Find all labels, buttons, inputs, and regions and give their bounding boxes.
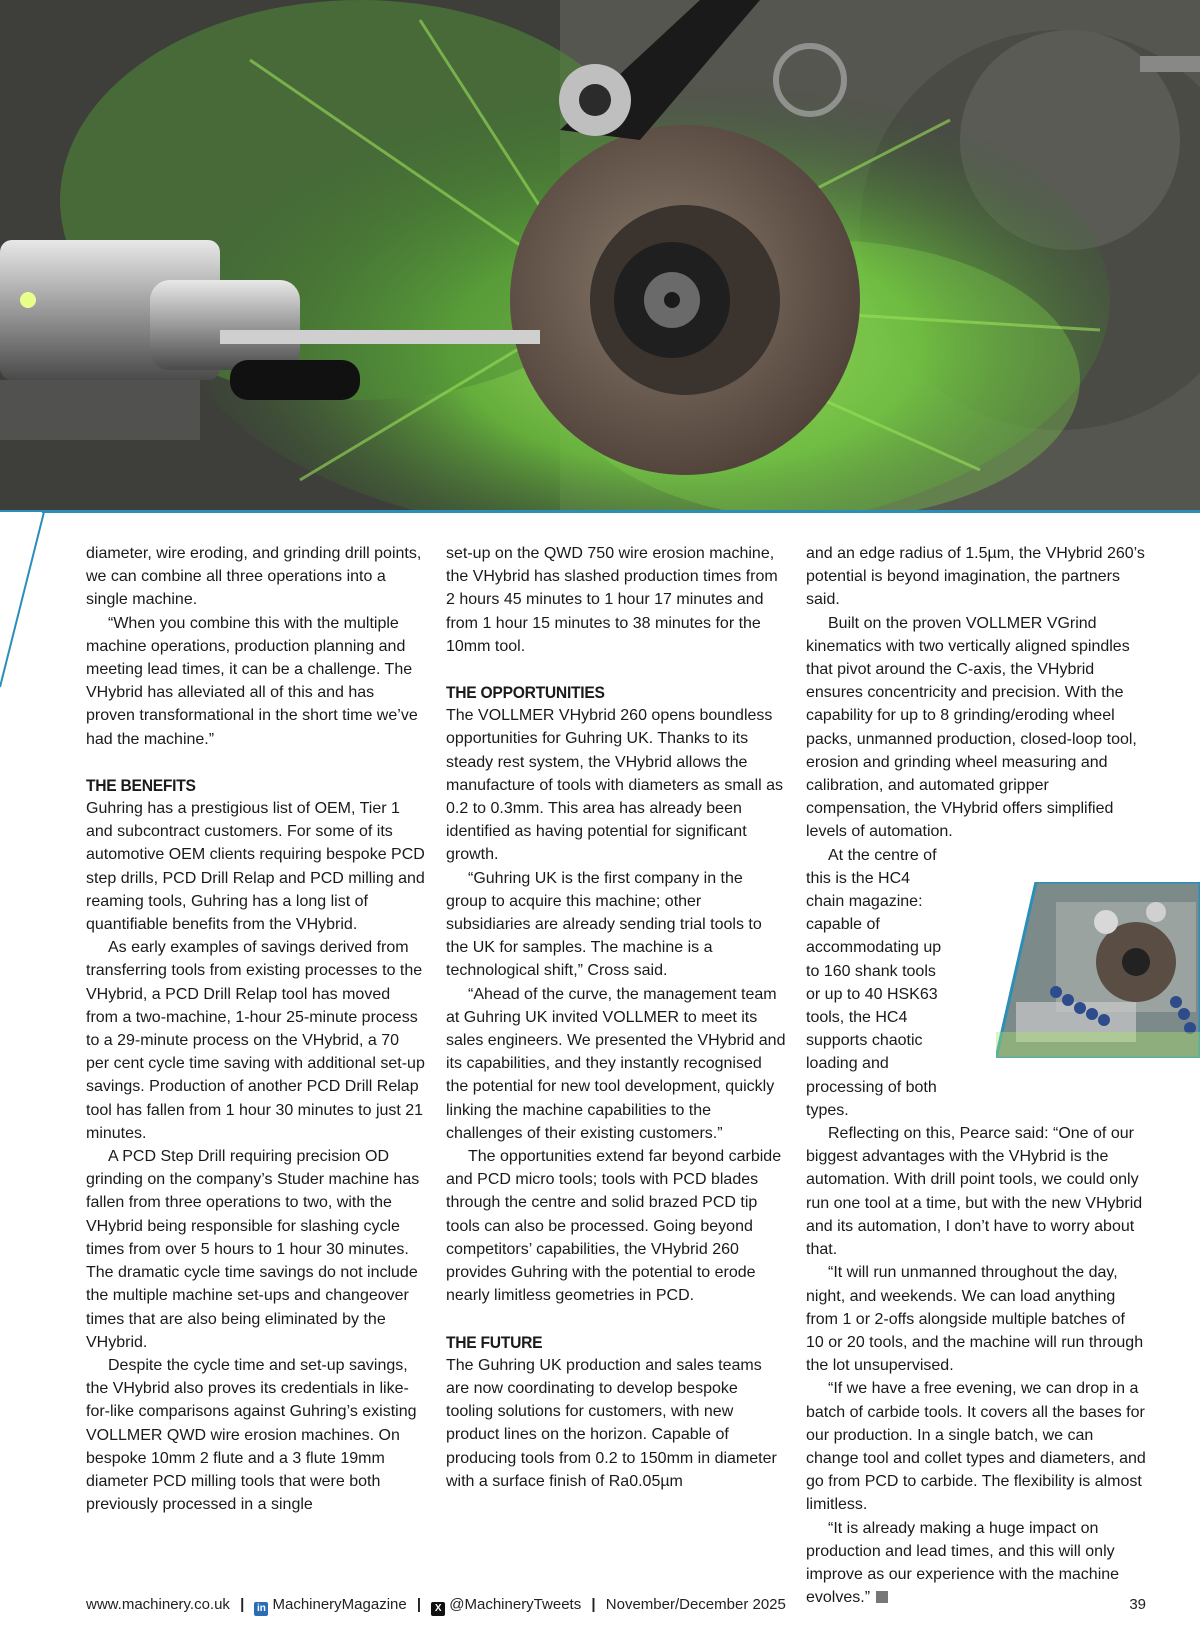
paragraph: diameter, wire eroding, and grinding drill points, we can combine all three operations into a single machine.	[86, 545, 422, 609]
text-column-2	[446, 542, 786, 1493]
page-footer	[86, 1596, 1146, 1616]
decorative-slant	[0, 512, 60, 692]
paragraph: The opportunities extend far beyond carbide and PCD micro tools; tools with PCD blades through the centre and solid brazed PCD tip tools can also be processed. Going beyond competitors’ capabilities, the VHybrid 260 provides Guhring with the potential to erode nearly limitless geometries in PCD.	[446, 1148, 782, 1305]
paragraph: Built on the proven VOLLMER VGrind kinematics with two vertically aligned spindles that pivot around the C-axis, the VHybrid ensures concentricity and precision. With the capability for up to 8 grinding/eroding wheel packs, unmanned production, closed-loop tool, erosion and grinding wheel measuring and calibration, and automated gripper compensation, the VHybrid offers simplified levels of automation.	[806, 614, 1137, 841]
x-handle[interactable]: @MachineryTweets	[449, 1596, 582, 1613]
paragraph: “If we have a free evening, we can drop in a batch of carbide tools. It covers all the bases for our production. In a single batch, we can change tool and collet types and diameters, and go from PCD to carbide. The flexibility is almost limitless.	[806, 1380, 1146, 1514]
page-number: 39	[1129, 1596, 1146, 1613]
paragraph: set-up on the QWD 750 wire erosion machine, the VHybrid has slashed production times from 2 hours 45 minutes to 1 hour 17 minutes and from 1 hour 15 minutes to 38 minutes for the 10mm tool.	[446, 545, 778, 655]
paragraph: As early examples of savings derived from transferring tools from existing processes to the VHybrid, a PCD Drill Relap tool has moved from a two-machine, 1-hour 25-minute process to a 29-minute process on the VHybrid, a 70 per cent cycle time saving with additional set-up savings. Production of another PCD Drill Relap tool has fallen from 1 hour 30 minutes to just 21 minutes.	[86, 939, 425, 1142]
section-heading-future: THE FUTURE	[446, 1332, 543, 1352]
paragraph: “When you combine this with the multiple machine operations, production planning and meeting lead times, it can be a challenge. The VHybrid has alleviated all of this and has proven transformational in the short time we’ve had the machine.”	[86, 614, 418, 748]
text-column-3	[806, 542, 1146, 1609]
paragraph: “Guhring UK is the first company in the group to acquire this machine; other subsidiaries are already sending trial tools to the UK for samples. The machine is a technological shift,” Cross said.	[446, 869, 762, 980]
paragraph: Guhring has a prestigious list of OEM, Tier 1 and subcontract customers. For some of its automotive OEM clients requiring bespoke PCD step drills, PCD Drill Relap and PCD milling and reaming tools, Guhring has a long list of quantifiable benefits from the VHybrid.	[86, 800, 425, 934]
separator: |	[416, 1596, 422, 1613]
text-column-1	[86, 542, 426, 1516]
paragraph: “It will run unmanned throughout the day, night, and weekends. We can load anything from 1 or 2-offs alongside multiple batches of 10 or 20 tools, and the machine will run through the lot unsupervised.	[806, 1264, 1144, 1375]
paragraph: Reflecting on this, Pearce said: “One of our biggest advantages with the VHybrid is the automation. With drill point tools, we could only run one tool at a time, but with the new VHybrid and its automation, I don’t have to worry about that.	[806, 1125, 1143, 1259]
issue-date: November/December 2025	[605, 1596, 786, 1613]
website-link[interactable]: www.machinery.co.uk	[86, 1596, 230, 1613]
linkedin-handle[interactable]: MachineryMagazine	[272, 1596, 407, 1613]
photo-divider-rule	[0, 510, 1200, 513]
paragraph: A PCD Step Drill requiring precision OD grinding on the company’s Studer machine has fallen from three operations to two, with the VHybrid being responsible for slashing cycle times from over 5 hours to 1 hour 30 minutes. The dramatic cycle time savings do not include the multiple machine set-ups and changeover times that are also being eliminated by the VHybrid.	[86, 1148, 420, 1351]
paragraph: At the centre of this is the HC4 chain magazine: capable of accommodating up to 160 shank tools or up to 40 HSK63 tools, the HC4 supports chaotic loading and processing of both types.	[806, 846, 942, 1119]
paragraph: The Guhring UK production and sales teams are now coordinating to develop bespoke tooling solutions for customers, with new product lines on the horizon. Capable of producing tools from 0.2 to 150mm in diameter with a surface finish of Ra0.05µm	[446, 1356, 777, 1490]
linkedin-icon: in	[254, 1602, 268, 1616]
separator: |	[591, 1596, 596, 1613]
hero-photo	[0, 0, 1200, 512]
section-heading-opportunities: THE OPPORTUNITIES	[446, 683, 605, 703]
section-heading-benefits: THE BENEFITS	[86, 775, 196, 795]
inset-photo	[996, 882, 1200, 1058]
separator: |	[240, 1596, 245, 1613]
paragraph-text: “It is already making a huge impact on production and lead times, and this will only improve as our experience with the machine evolves.”	[806, 1519, 1120, 1607]
x-icon: X	[431, 1602, 445, 1616]
paragraph: “Ahead of the curve, the management team at Guhring UK invited VOLLMER to meet its sales engineers. We presented the VHybrid and its capabilities, and they instantly recognised the potential for new tool development, quickly linking the machine capabilities to the challenges of their existing customers.”	[446, 985, 786, 1142]
paragraph: and an edge radius of 1.5µm, the VHybrid 260’s potential is beyond imagination, the partners said.	[806, 545, 1145, 609]
paragraph: Despite the cycle time and set-up savings, the VHybrid also proves its credentials in like-for-like comparisons against Guhring’s existing VOLLMER QWD wire erosion machines. On bespoke 10mm 2 flute and a 3 flute 19mm diameter PCD milling tools that were both previously processed in a single	[86, 1356, 417, 1514]
paragraph: The VOLLMER VHybrid 260 opens boundless opportunities for Guhring UK. Thanks to its steady rest system, the VHybrid allows the manufacture of tools with diameters as small as 0.2 to 0.3mm. This area has already been identified as having potential for significant growth.	[446, 707, 784, 864]
